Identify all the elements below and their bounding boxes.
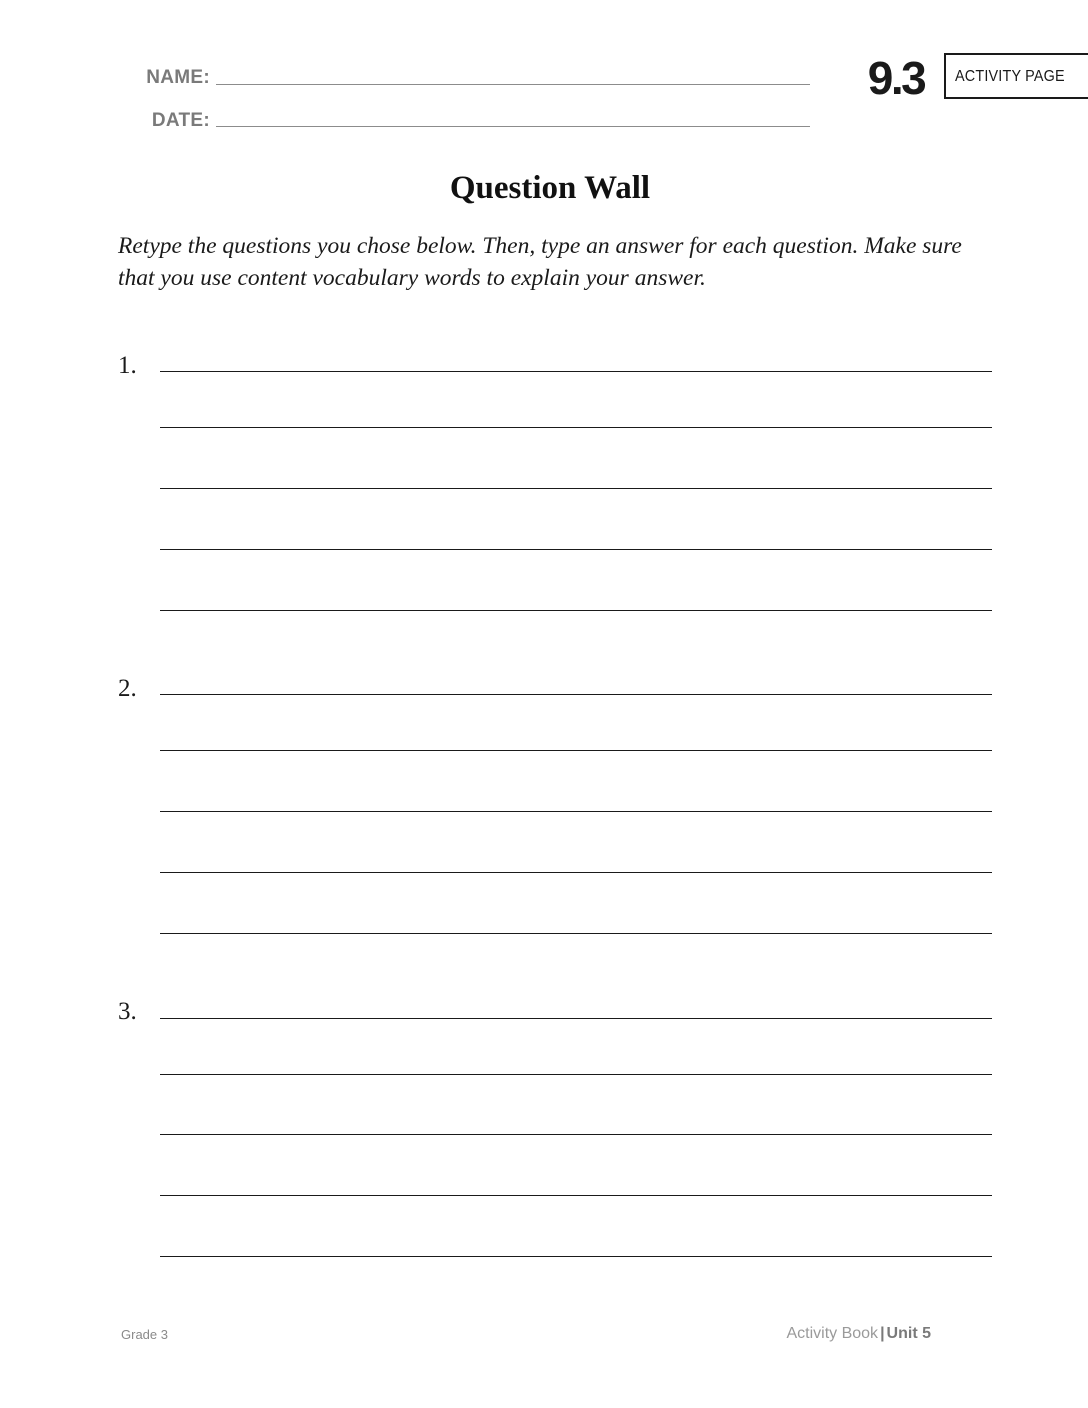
answer-line[interactable]	[160, 811, 992, 812]
name-label: NAME:	[146, 67, 210, 88]
answer-line[interactable]	[160, 1134, 992, 1135]
question-number: 3.	[118, 998, 137, 1025]
answer-line[interactable]	[160, 1256, 992, 1257]
footer-unit: Unit 5	[886, 1325, 931, 1342]
question-number: 2.	[118, 675, 137, 702]
answer-line[interactable]	[160, 933, 992, 934]
date-label: DATE:	[151, 110, 210, 131]
activity-badge-label: ACTIVITY PAGE	[955, 68, 1065, 85]
footer-book: Activity Book	[786, 1325, 879, 1342]
answer-line[interactable]	[160, 1074, 992, 1075]
answer-line[interactable]	[160, 610, 992, 611]
footer-separator: |	[880, 1325, 885, 1342]
answer-line[interactable]	[160, 488, 992, 489]
activity-number: 9.3	[867, 52, 925, 104]
answer-line[interactable]	[160, 1195, 992, 1196]
answer-line[interactable]	[160, 371, 992, 372]
answer-line[interactable]	[160, 694, 992, 695]
activity-badge	[944, 53, 1088, 99]
instructions: Retype the questions you chose below. Then, type an answer for each question. Make sure that you use content vocabulary words to explain your answer.	[118, 233, 962, 291]
name-input-line[interactable]	[216, 84, 810, 85]
answer-line[interactable]	[160, 549, 992, 550]
page-title: Question Wall	[449, 170, 651, 206]
footer-grade: Grade 3	[121, 1327, 168, 1342]
date-input-line[interactable]	[216, 126, 810, 127]
answer-line[interactable]	[160, 427, 992, 428]
question-number: 1.	[118, 352, 137, 379]
answer-line[interactable]	[160, 1018, 992, 1019]
answer-line[interactable]	[160, 750, 992, 751]
footer-book-info	[786, 1325, 931, 1343]
answer-line[interactable]	[160, 872, 992, 873]
